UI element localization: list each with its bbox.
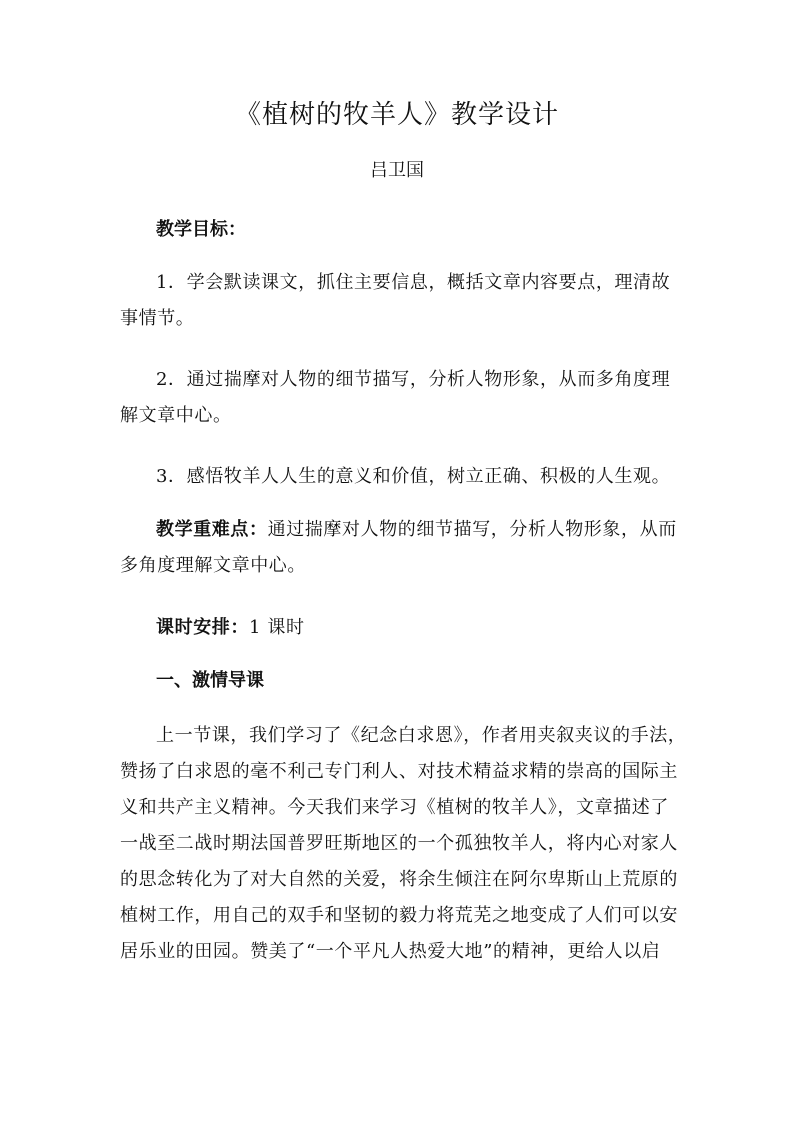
schedule-line (120, 610, 678, 646)
objective-1-line-2: 事情节。 (120, 308, 195, 329)
key-points-text: 通过揣摩对人物的细节描写，分析人物形象，从而 (267, 519, 677, 540)
intro-line-6: 植树工作，用自己的双手和坚韧的毅力将荒芜之地变成了人们可以安 (120, 905, 678, 926)
intro-line-3: 义和共产主义精神。今天我们来学习《植树的牧羊人》，文章描述了 (120, 797, 669, 818)
objective-2-line-1: 2．通过揣摩对人物的细节描写，分析人物形象，从而多角度理 (156, 369, 671, 390)
document-title: 《植树的牧羊人》教学设计 (234, 100, 559, 130)
intro-line-4: 一战至二战时期法国普罗旺斯地区的一个孤独牧羊人，将内心对家人 (120, 833, 678, 854)
author-name: 吕卫国 (370, 160, 424, 181)
intro-paragraph (120, 718, 687, 970)
key-points-line-1 (120, 512, 678, 548)
key-points-line-2: 多角度理解文章中心。 (120, 555, 306, 576)
objective-item-2 (120, 362, 678, 434)
schedule-label: 课时安排： (156, 617, 249, 638)
objective-3-line-1: 3．感悟牧羊人人生的意义和价值，树立正确、积极的人生观。 (156, 466, 671, 487)
intro-line-7: 居乐业的田园。赞美了“一个平凡人热爱大地”的精神，更给人以启 (120, 941, 661, 962)
schedule-value: 1 课时 (249, 617, 305, 638)
objective-item-1 (120, 265, 678, 337)
objective-2-line-2: 解文章中心。 (120, 405, 232, 426)
objective-1-line-1: 1．学会默读课文，抓住主要信息，概括文章内容要点，理清故 (156, 272, 671, 293)
objective-item-3 (120, 459, 678, 495)
intro-line-1: 上一节课，我们学习了《纪念白求恩》，作者用夹叙夹议的手法， (156, 725, 687, 746)
key-points-label: 教学重难点： (156, 519, 268, 540)
intro-line-5: 的思念转化为了对大自然的关爱，将余生倾注在阿尔卑斯山上荒原的 (120, 869, 678, 890)
intro-line-2: 赞扬了白求恩的毫不利己专门利人、对技术精益求精的崇高的国际主 (120, 761, 678, 782)
key-points-paragraph (120, 512, 678, 584)
objectives-heading: 教学目标： (156, 219, 246, 240)
schedule-paragraph (120, 610, 678, 646)
section-heading-intro: 一、激情导课 (156, 670, 264, 691)
